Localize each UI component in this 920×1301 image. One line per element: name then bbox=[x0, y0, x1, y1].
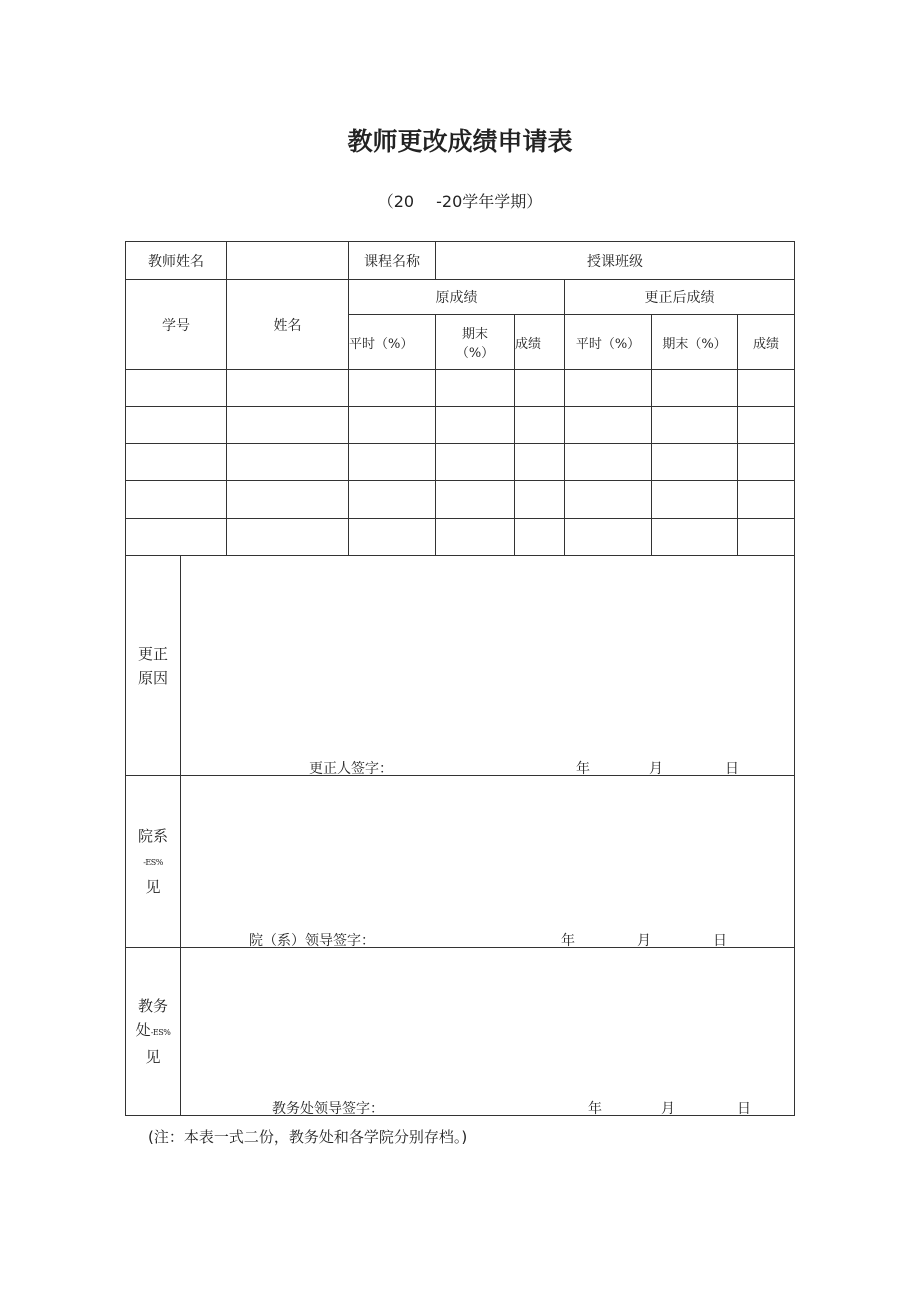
cell[interactable] bbox=[652, 407, 738, 444]
cell[interactable] bbox=[738, 481, 795, 519]
table-row bbox=[126, 519, 795, 556]
corrected-score-header: 更正后成绩 bbox=[565, 280, 795, 315]
class-label: 授课班级 bbox=[436, 242, 795, 280]
grade-change-form bbox=[125, 241, 795, 1116]
cell[interactable] bbox=[565, 370, 652, 407]
reason-signature-label: 更正人签字： bbox=[309, 761, 393, 777]
reason-month: 月 bbox=[649, 761, 663, 777]
reason-year: 年 bbox=[576, 761, 590, 777]
teacher-name-label: 教师姓名 bbox=[126, 242, 227, 280]
reason-label bbox=[126, 556, 181, 776]
office-day: 日 bbox=[737, 1101, 751, 1117]
cell[interactable] bbox=[515, 407, 565, 444]
dept-year: 年 bbox=[561, 933, 575, 949]
cell[interactable] bbox=[738, 407, 795, 444]
cell[interactable] bbox=[227, 370, 349, 407]
dept-line2: 见 bbox=[145, 878, 161, 896]
cell[interactable] bbox=[738, 444, 795, 481]
cell[interactable] bbox=[349, 519, 436, 556]
reason-line1: 更正 bbox=[137, 644, 168, 663]
new-score-header: 成绩 bbox=[738, 315, 795, 370]
cell[interactable] bbox=[515, 444, 565, 481]
student-id-header: 学号 bbox=[126, 280, 227, 370]
cell[interactable] bbox=[436, 370, 515, 407]
table-row bbox=[126, 444, 795, 481]
office-line1: 教务 bbox=[137, 997, 168, 1015]
cell[interactable] bbox=[436, 407, 515, 444]
reason-line2: 原因 bbox=[137, 668, 168, 687]
semester-open: （20 bbox=[377, 192, 415, 211]
cell[interactable] bbox=[565, 519, 652, 556]
cell[interactable] bbox=[515, 481, 565, 519]
semester-line bbox=[0, 189, 920, 212]
cell[interactable] bbox=[126, 444, 227, 481]
office-year: 年 bbox=[588, 1101, 602, 1117]
cell[interactable] bbox=[652, 519, 738, 556]
cell[interactable] bbox=[436, 481, 515, 519]
dept-month: 月 bbox=[637, 933, 651, 949]
orig-final-line1: 期末 bbox=[461, 327, 488, 342]
cell[interactable] bbox=[349, 370, 436, 407]
office-month: 月 bbox=[661, 1101, 675, 1117]
office-signature-label: 教务处领导签字： bbox=[272, 1101, 384, 1117]
cell[interactable] bbox=[436, 444, 515, 481]
new-usual-header: 平时（%） bbox=[565, 315, 652, 370]
office-line2: 处 bbox=[135, 1021, 151, 1039]
cell[interactable] bbox=[349, 481, 436, 519]
cell[interactable] bbox=[565, 444, 652, 481]
cell[interactable] bbox=[349, 407, 436, 444]
cell[interactable] bbox=[652, 370, 738, 407]
dept-day: 日 bbox=[713, 933, 727, 949]
cell[interactable] bbox=[126, 370, 227, 407]
cell[interactable] bbox=[126, 481, 227, 519]
cell[interactable] bbox=[652, 481, 738, 519]
cell[interactable] bbox=[738, 370, 795, 407]
cell[interactable] bbox=[515, 370, 565, 407]
orig-score-header: 成绩 bbox=[515, 315, 565, 370]
cell[interactable] bbox=[126, 407, 227, 444]
cell[interactable] bbox=[652, 444, 738, 481]
reason-field[interactable] bbox=[181, 556, 795, 776]
dept-opinion-field[interactable] bbox=[181, 776, 795, 948]
dept-opinion-label bbox=[126, 776, 181, 948]
orig-final-header bbox=[436, 315, 515, 370]
cell[interactable] bbox=[227, 481, 349, 519]
cell[interactable] bbox=[126, 519, 227, 556]
office-line3: 见 bbox=[145, 1048, 161, 1066]
student-name-header: 姓名 bbox=[227, 280, 349, 370]
semester-close: -20学年学期） bbox=[436, 192, 543, 211]
cell[interactable] bbox=[738, 519, 795, 556]
cell[interactable] bbox=[436, 519, 515, 556]
cell[interactable] bbox=[565, 481, 652, 519]
dept-signature-label: 院（系）领导签字： bbox=[249, 933, 375, 949]
teacher-name-field[interactable] bbox=[227, 242, 349, 280]
office-opinion-label bbox=[126, 948, 181, 1116]
table-row bbox=[126, 407, 795, 444]
footnote: (注：本表一式二份，教务处和各学院分别存档。) bbox=[148, 1128, 468, 1146]
orig-final-line2: （%） bbox=[455, 346, 495, 361]
table-row bbox=[126, 481, 795, 519]
new-final-header: 期末（%） bbox=[652, 315, 738, 370]
original-score-header: 原成绩 bbox=[349, 280, 565, 315]
table-row bbox=[126, 370, 795, 407]
orig-usual-header: 平时（%） bbox=[349, 315, 436, 370]
cell[interactable] bbox=[565, 407, 652, 444]
office-stamp: -ES% bbox=[150, 1028, 171, 1037]
cell[interactable] bbox=[227, 519, 349, 556]
reason-day: 日 bbox=[725, 761, 739, 777]
page-title: 教师更改成绩申请表 bbox=[347, 127, 573, 156]
cell[interactable] bbox=[227, 407, 349, 444]
cell[interactable] bbox=[349, 444, 436, 481]
dept-stamp: -ES% bbox=[143, 858, 163, 867]
cell[interactable] bbox=[227, 444, 349, 481]
office-opinion-field[interactable] bbox=[181, 948, 795, 1116]
course-name-label: 课程名称 bbox=[349, 242, 436, 280]
dept-line1: 院系 bbox=[137, 827, 168, 845]
cell[interactable] bbox=[515, 519, 565, 556]
